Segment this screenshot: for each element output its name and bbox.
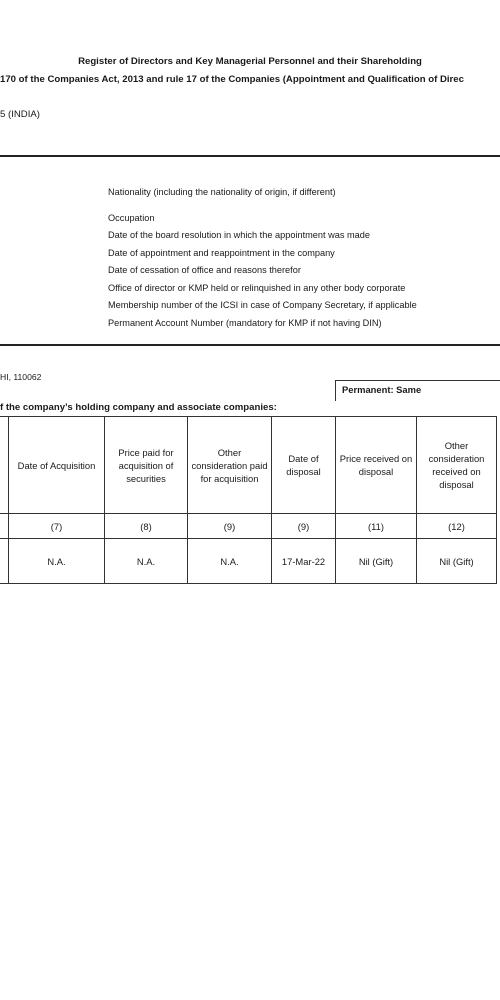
shareholding-table (0, 416, 497, 584)
field-occupation: Occupation (108, 212, 155, 223)
table-header-cell (0, 417, 9, 514)
register-title: Register of Directors and Key Managerial Personnel and their Shareholding (78, 56, 422, 67)
table-cell: (12) (417, 514, 497, 539)
table-cell: (11) (336, 514, 417, 539)
table-header-cell: Other consideration paid for acquisition (188, 417, 272, 514)
present-address-text: HI, 110062 (0, 372, 42, 382)
table-header-cell: Date of Acquisition (9, 417, 105, 514)
table-cell: Nil (Gift) (417, 539, 497, 584)
table-cell: N.A. (9, 539, 105, 584)
table-cell: (8) (105, 514, 188, 539)
holding-company-heading: f the company’s holding company and associate companies: (0, 402, 277, 413)
table-header-cell: Date of disposal (272, 417, 336, 514)
field-cessation-date: Date of cessation of office and reasons therefor (108, 265, 301, 275)
field-list (108, 184, 417, 332)
section-divider-top (0, 155, 500, 157)
register-subtitle: 170 of the Companies Act, 2013 and rule 17 of the Companies (Appointment and Qualification of Direc (0, 74, 464, 85)
table-header-cell: Other consideration received on disposal (417, 417, 497, 514)
table-header-row (0, 417, 497, 514)
field-pan: Permanent Account Number (mandatory for KMP if not having DIN) (108, 317, 382, 328)
table-header-cell: Price received on disposal (336, 417, 417, 514)
field-icsi-membership: Membership number of the ICSI in case of Company Secretary, if applicable (108, 300, 417, 310)
country-text: 5 (INDIA) (0, 109, 40, 120)
table-header-cell: Price paid for acquisition of securities (105, 417, 188, 514)
table-cell: 17-Mar-22 (272, 539, 336, 584)
table-cell (0, 514, 9, 539)
table-number-row (0, 514, 497, 539)
table-cell: (9) (272, 514, 336, 539)
section-divider-middle (0, 344, 500, 346)
table-cell: N.A. (188, 539, 272, 584)
table-cell: N.A. (105, 539, 188, 584)
field-other-office: Office of director or KMP held or relinquished in any other body corporate (108, 282, 406, 293)
permanent-address-text: Permanent: Same (342, 384, 422, 395)
table-cell: (9) (188, 514, 272, 539)
table-row (0, 539, 497, 584)
field-nationality: Nationality (including the nationality of origin, if different) (108, 187, 336, 197)
field-appointment-date: Date of appointment and reappointment in the company (108, 247, 335, 258)
field-board-resolution-date: Date of the board resolution in which the appointment was made (108, 230, 371, 240)
table-cell: (7) (9, 514, 105, 539)
table-cell: Nil (Gift) (336, 539, 417, 584)
table-cell (0, 539, 9, 584)
